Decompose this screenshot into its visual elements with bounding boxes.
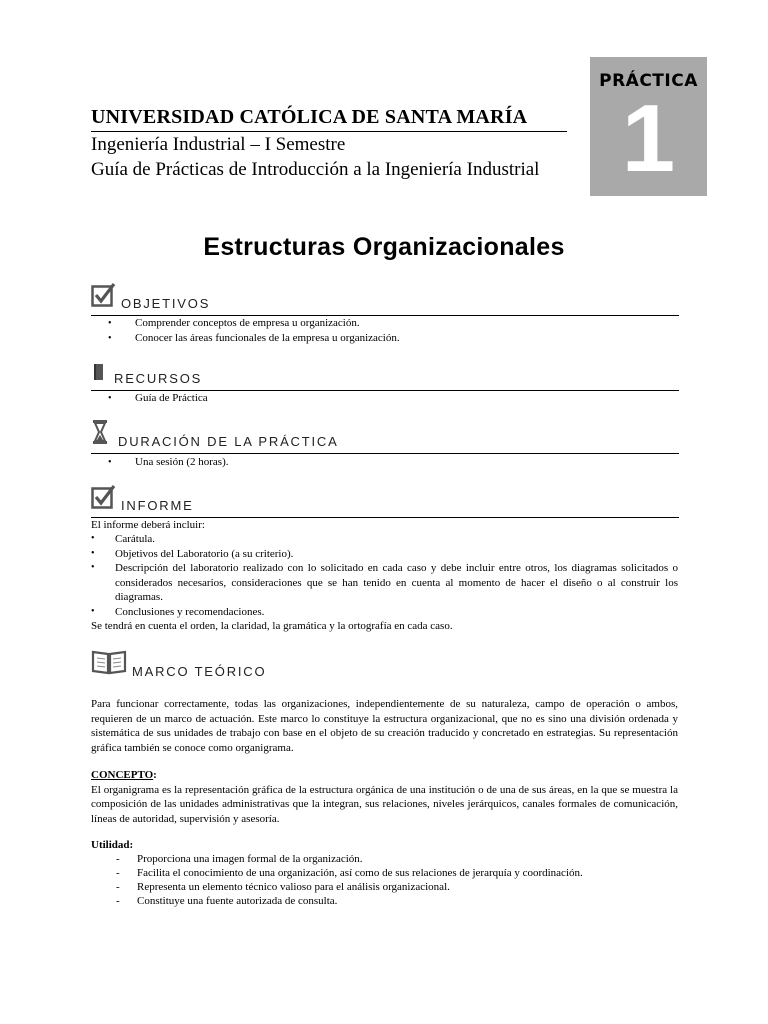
concepto-block: [91, 768, 678, 826]
practice-badge-label: PRÁCTICA: [599, 71, 698, 91]
section-title: RECURSOS: [114, 371, 203, 386]
informe-intro: El informe deberá incluir:: [91, 519, 205, 531]
checkbox-icon: [91, 282, 116, 312]
list-item: • Conocer las áreas funcionales de la empresa u organización.: [91, 331, 678, 346]
checkbox-icon: [91, 484, 116, 514]
duracion-list: [91, 455, 678, 470]
course-line: Ingeniería Industrial – I Semestre: [91, 134, 346, 155]
header-divider: [91, 131, 567, 132]
list-item: • Objetivos del Laboratorio (a su criterio).: [91, 547, 678, 562]
practice-number: 1: [621, 85, 676, 192]
list-item: - Proporciona una imagen formal de la organización.: [91, 852, 678, 866]
section-title: DURACIÓN DE LA PRÁCTICA: [118, 434, 339, 449]
section-divider: [91, 453, 679, 454]
list-item: • Comprender conceptos de empresa u organización.: [91, 316, 678, 331]
utilidad-label: Utilidad:: [91, 839, 134, 851]
list-item: • Carátula.: [91, 532, 678, 547]
section-title: OBJETIVOS: [121, 296, 211, 311]
list-item: - Facilita el conocimiento de una organización, así como de sus relaciones de jerarquía y coordinación.: [91, 866, 678, 880]
recursos-list: [91, 391, 678, 406]
page-title: Estructuras Organizacionales: [203, 233, 565, 261]
utilidad-list: [91, 852, 678, 908]
guide-line: Guía de Prácticas de Introducción a la Ingeniería Industrial: [91, 159, 540, 180]
concepto-colon: :: [153, 769, 157, 781]
hourglass-icon: [91, 419, 109, 450]
list-item: • Una sesión (2 horas).: [91, 455, 678, 470]
list-item: • Guía de Práctica: [91, 391, 678, 406]
list-item: • Descripción del laboratorio realizado con lo solicitado en cada caso y debe incluir entre otros, los diagramas solicitados o considerados necesarios, consideraciones que se han tenido en cuenta al momento de hacer el diseño o al construir los diagramas.: [91, 561, 678, 605]
concepto-text: El organigrama es la representación gráfica de la estructura orgánica de una institución o de una de sus áreas, en la que se muestra la composición de las unidades administrativas que la integran, sus relaciones, niveles jerárquicos, canales formales de comunicación, líneas de autoridad, supervisión y asesoría.: [91, 783, 678, 825]
section-heading-marco: [91, 652, 679, 682]
objetivos-list: [91, 316, 678, 346]
practice-badge: [590, 57, 707, 196]
university-name: UNIVERSIDAD CATÓLICA DE SANTA MARÍA: [91, 106, 528, 128]
section-heading-recursos: [91, 359, 679, 389]
list-item: - Constituye una fuente autorizada de consulta.: [91, 894, 678, 908]
concepto-label: CONCEPTO: [91, 769, 154, 781]
section-heading-informe: [91, 486, 679, 516]
informe-closing: Se tendrá en cuenta el orden, la claridad, la gramática y la ortografía en cada caso.: [91, 620, 453, 632]
section-title: MARCO TEÓRICO: [132, 664, 267, 679]
book-icon: [91, 358, 105, 387]
section-heading-objetivos: [91, 284, 679, 314]
marco-paragraph: Para funcionar correctamente, todas las organizaciones, independientemente de su naturaleza, campo de operación o ambos, requieren de un marco de actuación. Este marco lo constituye la estructura organizacional, que no es sino una división ordenada y sistemática de sus unidades de trabajo con base en el objeto de su creación traducido y concretado en estrategias. Su representación gráfica también se conoce como organigrama.: [91, 698, 678, 754]
section-title: INFORME: [121, 498, 194, 513]
section-heading-duracion: [91, 422, 679, 452]
list-item: - Representa un elemento técnico valioso para el análisis organizacional.: [91, 880, 678, 894]
open-book-icon: [91, 649, 127, 680]
list-item: • Conclusiones y recomendaciones.: [91, 605, 678, 620]
informe-list: [91, 532, 678, 620]
